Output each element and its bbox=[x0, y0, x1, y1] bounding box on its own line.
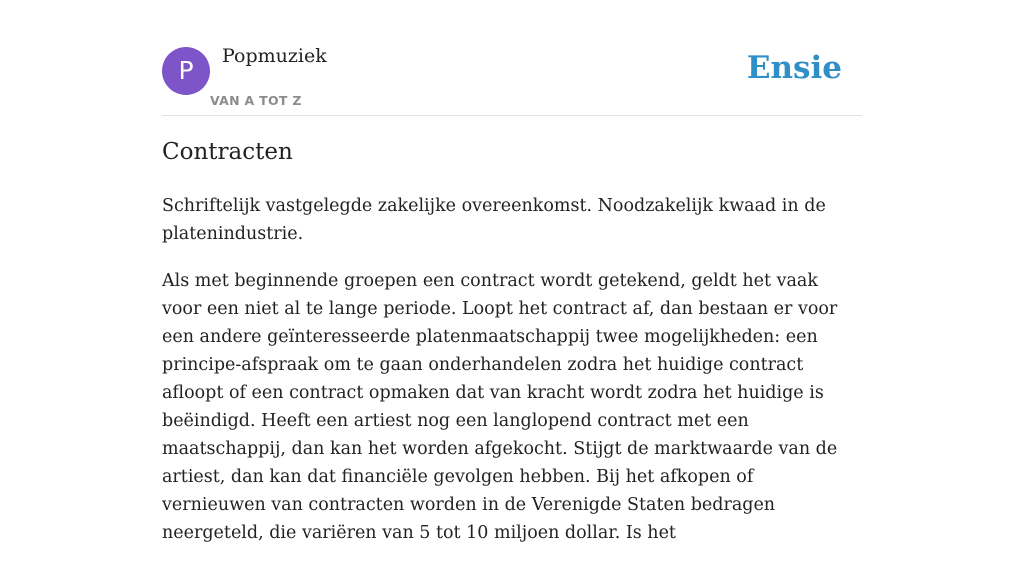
ensie-logo[interactable]: Ensie bbox=[746, 50, 842, 86]
article-body bbox=[162, 192, 862, 566]
avatar[interactable]: P bbox=[162, 47, 210, 95]
header bbox=[162, 0, 862, 116]
paragraph: Schriftelijk vastgelegde zakelijke overeenkomst. Noodzakelijk kwaad in de platenindustrie. bbox=[162, 196, 826, 244]
article-container bbox=[162, 0, 862, 543]
author-subtitle: VAN A TOT Z bbox=[210, 93, 302, 108]
author-name[interactable]: Popmuziek bbox=[222, 45, 327, 67]
paragraph: Als met beginnende groepen een contract wordt getekend, geldt het vaak voor een niet al te lange periode. Loopt het contract af, dan bestaan er voor een andere geïnteresseerde platenmaatschappij twee mogelijkheden: een principe-afspraak om te gaan onderhandelen zodra het huidige contract afloopt of een contract opmaken dat van kracht wordt zodra het huidige is beëindigd. Heeft een artiest nog een langlopend contract met een maatschappij, dan kan het worden afgekocht. Stijgt de marktwaarde van de artiest, dan kan dat financiële gevolgen hebben. Bij het afkopen of vernieuwen van contracten worden in de Verenigde Staten bedragen neergeteld, die variëren van 5 tot 10 miljoen dollar. Is het bbox=[162, 271, 838, 543]
page-title: Contracten bbox=[162, 139, 293, 165]
